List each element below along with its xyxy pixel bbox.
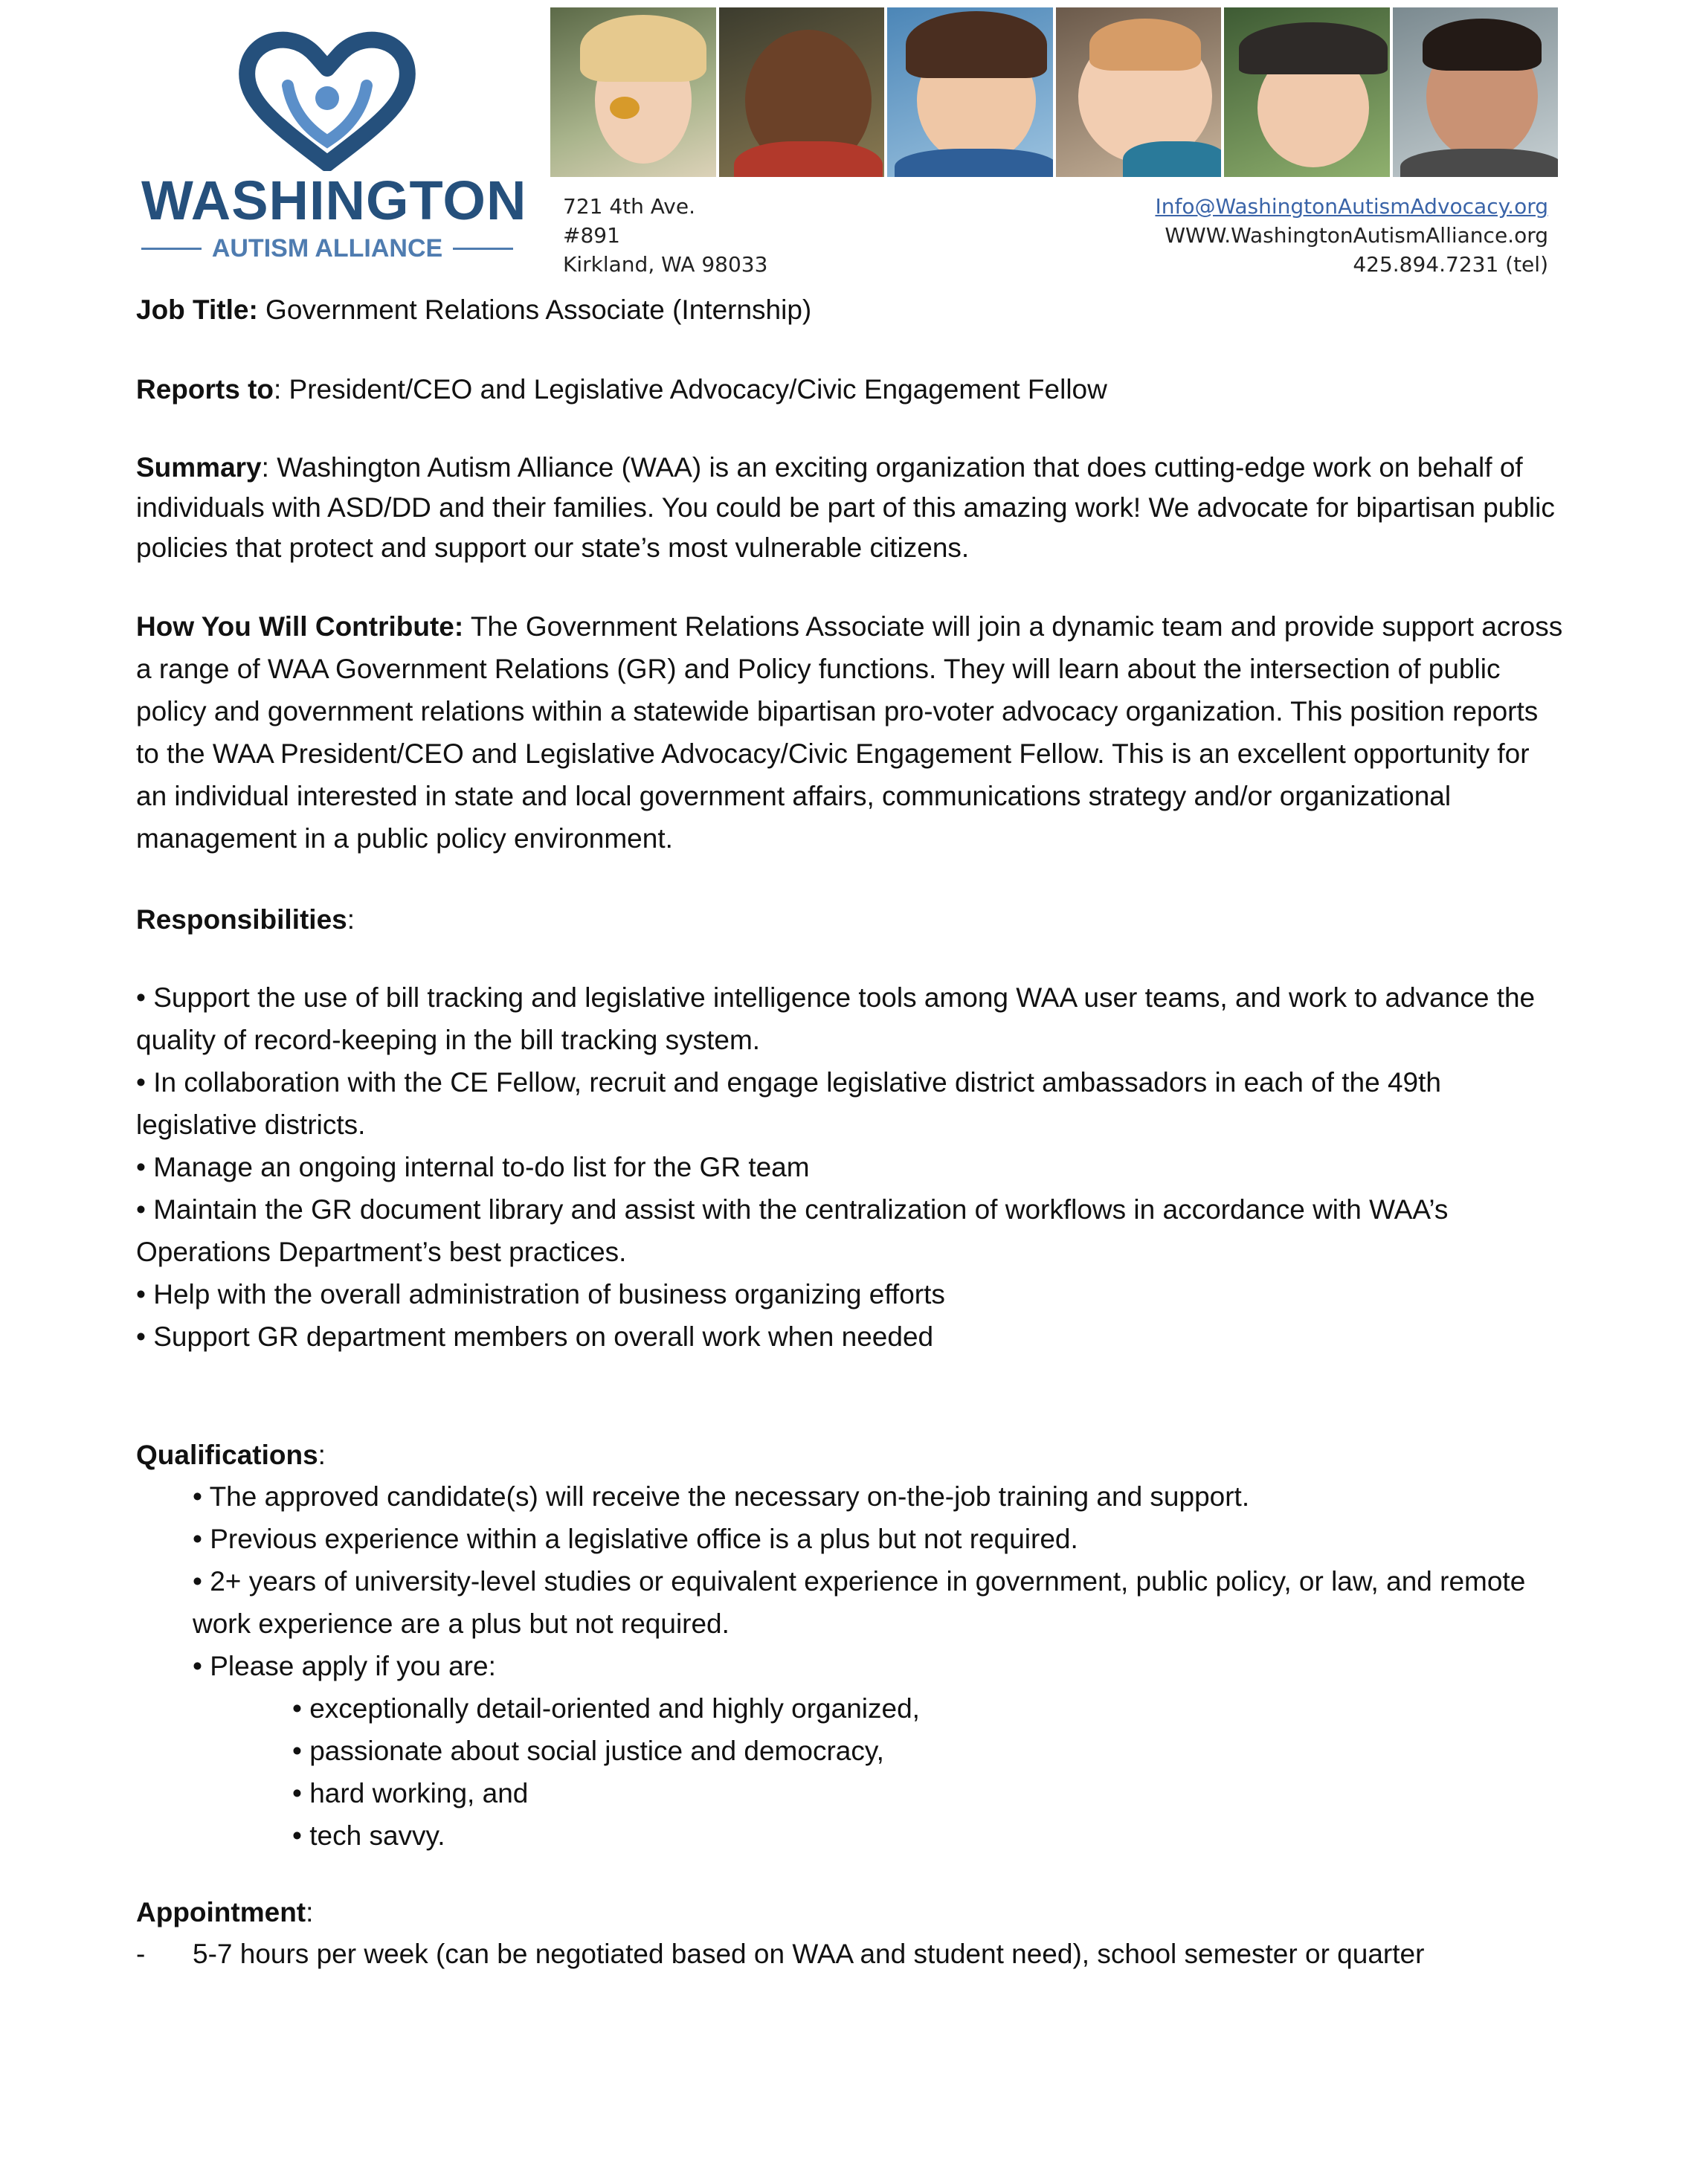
qualifications-heading xyxy=(136,1435,1564,1475)
photo-child-2 xyxy=(719,7,885,177)
qualifications-colon: : xyxy=(318,1440,326,1470)
responsibilities-label: Responsibilities xyxy=(136,904,347,935)
job-title-value: Government Relations Associate (Internship) xyxy=(257,294,812,325)
photo-child-6 xyxy=(1393,7,1559,177)
qualification-item: • The approved candidate(s) will receive the necessary on-the-job training and support. xyxy=(193,1481,1250,1512)
address-street: 721 4th Ave. xyxy=(563,194,695,219)
responsibilities-list xyxy=(136,976,1564,1358)
responsibility-item: • Manage an ongoing internal to-do list for the GR team xyxy=(136,1152,810,1182)
appointment-colon: : xyxy=(306,1897,314,1927)
logo-rule-left xyxy=(141,248,202,250)
qualifications-list xyxy=(136,1475,1564,1687)
contact-info xyxy=(1155,192,1548,279)
reports-to xyxy=(136,368,1564,410)
logo-wordmark: WASHINGTON xyxy=(141,170,527,231)
summary xyxy=(136,448,1564,568)
appointment-heading xyxy=(136,1893,1564,1933)
photo-child-5 xyxy=(1224,7,1390,177)
job-title-label: Job Title: xyxy=(136,294,258,325)
qualification-item: • Previous experience within a legislative office is a plus but not required. xyxy=(193,1524,1078,1554)
logo-tagline-text: AUTISM ALLIANCE xyxy=(211,234,443,262)
responsibility-item: • Maintain the GR document library and assist with the centralization of workflows in accordance with WAA’s Operations Department’s best practices. xyxy=(136,1194,1449,1267)
appointment-item xyxy=(136,1933,1564,1975)
reports-to-label: Reports to xyxy=(136,374,274,405)
contribute-value: The Government Relations Associate will join a dynamic team and provide support across a range of WAA Government Relations (GR) and Policy functions. They will learn about the intersection of public policy and government relations within a statewide bipartisan pro-voter advocacy organization. This position reports to the WAA President/CEO and Legislative Advocacy/Civic Engagement Fellow. This is an excellent opportunity for an individual interested in state and local government affairs, communications strategy and/or organizational management in a public policy environment. xyxy=(136,611,1563,854)
contribute-label: How You Will Contribute: xyxy=(136,611,464,642)
logo-rule-right xyxy=(453,248,513,250)
summary-label: Summary xyxy=(136,452,262,483)
qualifications-label: Qualifications xyxy=(136,1440,318,1470)
photo-child-1 xyxy=(550,7,716,177)
qualification-item: • Please apply if you are: xyxy=(193,1651,496,1681)
mailing-address xyxy=(563,192,767,279)
job-description xyxy=(136,289,1564,1975)
apply-traits-list xyxy=(136,1687,1564,1857)
dash-bullet: - xyxy=(136,1939,146,1969)
responsibilities-heading xyxy=(136,898,1564,941)
address-suite: #891 xyxy=(563,223,620,248)
trait-item: • exceptionally detail-oriented and highly organized, xyxy=(292,1693,920,1724)
responsibilities-colon: : xyxy=(347,904,355,935)
heart-person-icon xyxy=(234,30,420,171)
summary-value: : Washington Autism Alliance (WAA) is an exciting organization that does cutting-edge work on behalf of individuals with ASD/DD and their families. You could be part of this amazing work! We advocate for bipartisan public policies that protect and support our state’s most vulnerable citizens. xyxy=(136,452,1555,563)
job-title xyxy=(136,289,1564,331)
phone-text: 425.894.7231 (tel) xyxy=(1353,252,1548,277)
trait-item: • hard working, and xyxy=(292,1778,529,1808)
logo-tagline xyxy=(141,234,513,263)
how-you-will-contribute xyxy=(136,605,1564,860)
address-city: Kirkland, WA 98033 xyxy=(563,252,768,277)
photo-child-4 xyxy=(1056,7,1222,177)
website-text: WWW.WashingtonAutismAlliance.org xyxy=(1165,223,1548,248)
reports-to-value: : President/CEO and Legislative Advocacy/Civic Engagement Fellow xyxy=(274,374,1107,405)
photo-child-3 xyxy=(887,7,1053,177)
responsibility-item: • Support the use of bill tracking and legislative intelligence tools among WAA user teams, and work to advance the quality of record-keeping in the bill tracking system. xyxy=(136,982,1536,1055)
trait-item: • passionate about social justice and democracy, xyxy=(292,1736,884,1766)
organization-logo xyxy=(141,30,527,262)
responsibility-item: • Help with the overall administration of business organizing efforts xyxy=(136,1279,945,1310)
appointment-label: Appointment xyxy=(136,1897,306,1927)
trait-item: • tech savvy. xyxy=(292,1820,445,1851)
responsibility-item: • In collaboration with the CE Fellow, recruit and engage legislative district ambassadors in each of the 49th legislative districts. xyxy=(136,1067,1441,1140)
appointment-text: 5-7 hours per week (can be negotiated based on WAA and student need), school semester or quarter xyxy=(193,1939,1425,1969)
header-photo-strip xyxy=(550,7,1558,177)
email-link[interactable]: Info@WashingtonAutismAdvocacy.org xyxy=(1155,194,1548,219)
responsibility-item: • Support GR department members on overall work when needed xyxy=(136,1321,934,1352)
qualification-item: • 2+ years of university-level studies or equivalent experience in government, public policy, or law, and remote work experience are a plus but not required. xyxy=(193,1566,1526,1639)
